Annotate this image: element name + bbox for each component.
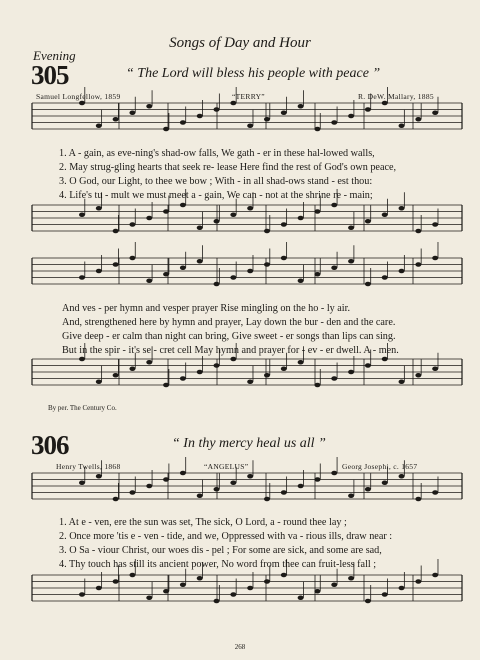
verse-line: Give deep - er calm than night can bring, Give sweet - er songs than lips can sing.	[62, 331, 396, 342]
verse-line: 3. O Sa - viour Christ, our woes dis - pel ; For some are sick, and some are sad,	[59, 545, 382, 556]
hymn-title: “ In thy mercy heal us all ”	[172, 436, 326, 451]
verse-line: And ves - per hymn and vesper prayer Rise mingling on the ho - ly air.	[62, 303, 351, 314]
verse-line: 2. Once more 'tis e - ven - tide, and we, Oppressed with va - rious ills, draw near :	[59, 531, 393, 542]
verse-line: 1. At e - ven, ere the sun was set, The sick, O Lord, a - round thee lay ;	[59, 517, 347, 528]
composer-credit: Georg Josephi, c. 1657	[342, 462, 418, 471]
page-number: 268	[234, 643, 246, 651]
tune-name: “ANGELUS”	[204, 462, 249, 471]
page-title: Songs of Day and Hour	[169, 35, 311, 51]
verse-line: 4. Life's tu - mult we must meet a - gain, We can - not at the shrine re - main;	[59, 190, 373, 201]
verse-line: 1. A - gain, as eve-ning's shad-ow falls, We gath - er in these hal-lowed walls,	[59, 148, 375, 159]
hymn-number: 305	[31, 60, 69, 90]
verse-line: 3. O God, our Light, to thee we bow ; With - in all shad-ows stand - est thou:	[59, 176, 373, 187]
verse-line: 4. Thy touch has still its ancient power, No word from thee can fruit-less fall ;	[59, 559, 377, 570]
hymn-title: “ The Lord will bless his people with peace ”	[126, 66, 381, 81]
verse-line: But in the spir - it's se - cret cell May hymn and prayer for - ev - er dwell. A - men.	[62, 345, 399, 356]
tune-name: “TERRY”	[232, 92, 265, 101]
author-credit: Samuel Longfellow, 1859	[36, 92, 121, 101]
hymn-number: 306	[31, 430, 69, 460]
composer-credit: R. DeW. Mallary, 1885	[358, 92, 434, 101]
author-credit: Henry Twells, 1868	[56, 462, 121, 471]
section-heading: Evening	[33, 48, 76, 63]
verse-line: And, strengthened here by hymn and prayer, Lay down the bur - den and the care.	[62, 317, 396, 328]
verse-line: 2. May strug-gling hearts that seek re- lease Here find the rest of God's own peace,	[59, 162, 397, 173]
permission-note: By per. The Century Co.	[48, 404, 117, 412]
